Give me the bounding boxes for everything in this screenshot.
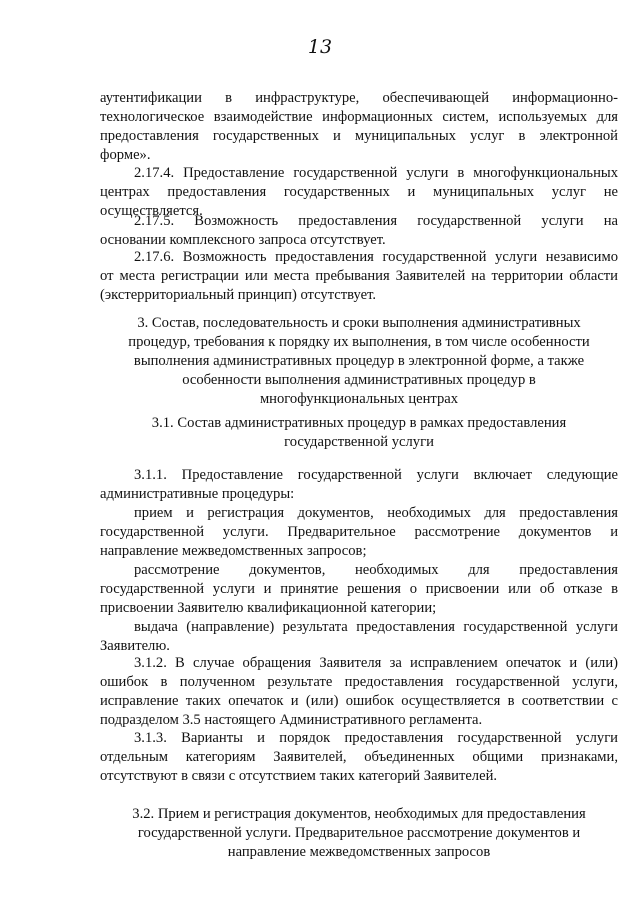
text-line: основании комплексного запроса отсутствует. [100, 232, 386, 248]
text-line: от места регистрации или места пребывания Заявителей на территории области [100, 268, 618, 284]
section-3-2-heading [100, 805, 618, 862]
text-line: (экстерриториальный принцип) отсутствует. [100, 287, 377, 303]
text-line: отдельным категориям Заявителей, объединенных общими признаками, [100, 749, 618, 765]
section-3-heading [100, 314, 618, 409]
text-line: 3.1.3. Варианты и порядок предоставления государственной услуги [134, 730, 618, 746]
text-line: Заявителю. [100, 638, 170, 654]
text-line: отсутствуют в связи с отсутствием таких категорий Заявителей. [100, 768, 498, 784]
heading-line: направление межведомственных запросов [227, 844, 491, 860]
text-line: 2.17.5. Возможность предоставления государственной услуги на [134, 213, 618, 229]
text-line: прием и регистрация документов, необходимых для предоставления [134, 505, 618, 521]
heading-line: многофункциональных центрах [259, 391, 459, 407]
text-line: исправление таких опечаток и (или) ошибок осуществляется в соответствии с [100, 693, 618, 709]
heading-line: государственной услуги [284, 434, 434, 450]
text-line: аутентификации в инфраструктуре, обеспечивающей информационно- [100, 90, 618, 106]
text-line: осуществляется. [100, 203, 203, 219]
text-line: направление межведомственных запросов; [100, 543, 367, 559]
text-line: 3.1.1. Предоставление государственной услуги включает следующие [134, 467, 618, 483]
text-line: центрах предоставления государственных и муниципальных услуг не [100, 184, 618, 200]
text-line: государственной услуги. Предварительное рассмотрение документов и [100, 524, 618, 540]
text-line: 2.17.6. Возможность предоставления государственной услуги независимо [134, 249, 618, 265]
text-line: подразделом 3.5 настоящего Административного регламента. [100, 712, 483, 728]
heading-line: государственной услуги. Предварительное рассмотрение документов и [137, 825, 581, 841]
heading-line: особенности выполнения административных процедур в [182, 372, 536, 388]
heading-line: 3.2. Прием и регистрация документов, необходимых для предоставления [132, 806, 586, 822]
heading-line: выполнения административных процедур в электронной форме, а также [133, 353, 585, 369]
text-line: предоставления государственных и муниципальных услуг в электронной [100, 128, 618, 144]
heading-line: 3.1. Состав административных процедур в рамках предоставления [151, 415, 567, 431]
heading-line: процедур, требования к порядку их выполнения, в том числе особенности [128, 334, 590, 350]
text-line: административные процедуры: [100, 486, 295, 502]
text-line: форме». [100, 147, 151, 163]
text-line: рассмотрение документов, необходимых для предоставления [134, 562, 618, 578]
text-line: 2.17.4. Предоставление государственной услуги в многофункциональных [134, 165, 618, 181]
page-number: 13 [307, 36, 333, 58]
text-line: выдача (направление) результата предоставления государственной услуги [134, 619, 618, 635]
text-line: ошибок в полученном результате предоставления государственной услуги, [100, 674, 618, 690]
text-line: 3.1.2. В случае обращения Заявителя за исправлением опечаток и (или) [134, 655, 618, 671]
text-line: технологическое взаимодействие информационных систем, используемых для [100, 109, 618, 125]
heading-line: 3. Состав, последовательность и сроки выполнения административных [137, 315, 581, 331]
text-line: присвоении Заявителю квалификационной категории; [100, 600, 437, 616]
section-3-1-heading [100, 414, 618, 452]
text-line: государственной услуги и принятие решения о присвоении или об отказе в [100, 581, 618, 597]
